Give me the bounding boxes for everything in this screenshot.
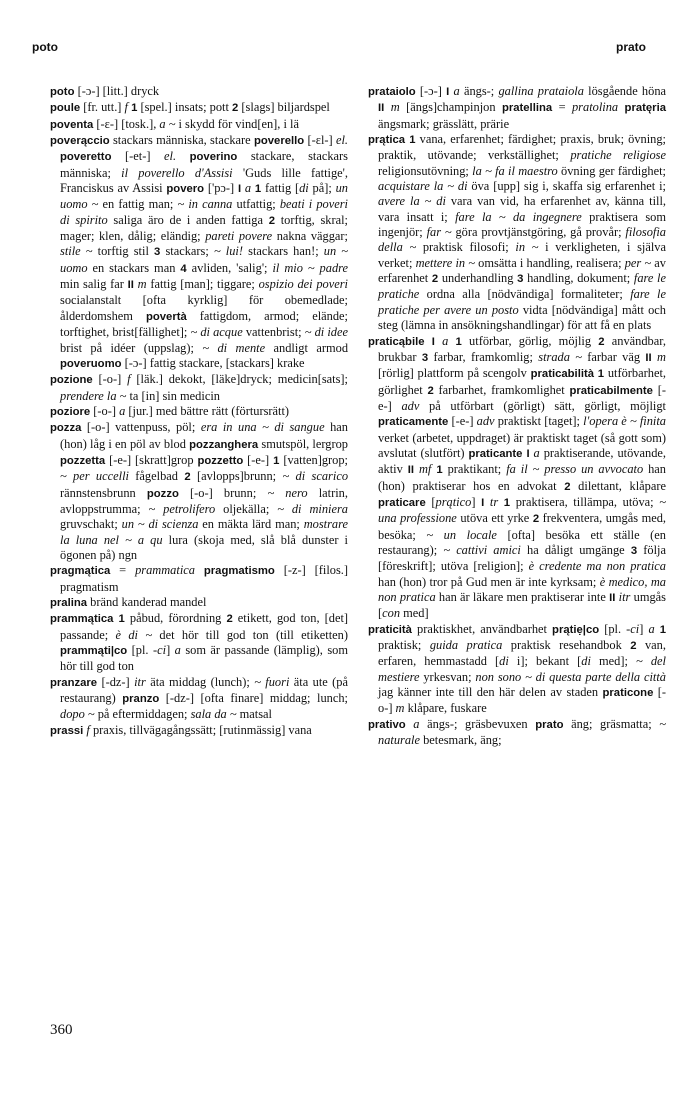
dictionary-entry: poventa [-ɛ-] [tosk.], a ~ i skydd för vind[en], i lä: [50, 116, 299, 131]
dictionary-entry: poule [fr. utt.] f 1 [spel.] insats; pott 2 [slags] biljardspel: [50, 100, 330, 115]
page-number: 360: [50, 1022, 73, 1038]
right-column: [368, 84, 666, 748]
dictionary-entry: prammątica 1 påbud, förordning 2 etikett, god ton, [det] passande; è di ~ det hör till god ton (till etiketten) prammąti|co [pl. -ci] a som är passande (lämplig), som hör till god ton: [50, 611, 349, 674]
running-head-right: prato: [616, 40, 646, 54]
dictionary-entry: pozza [-o-] vattenpuss, pöl; era in una ~ di sangue han (hon) låg i en pöl av blod pozzanghera smutspöl, lergrop pozzetta [-e-] [skratt]grop pozzetto [-e-] 1 [vatten]grop; ~ per uccelli fågelbad 2 [avlopps]brunn; ~ di scarico rännstensbrunn pozzo [-o-] brunn; ~ nero latrin, avloppstrumma; ~ petrolifero oljekälla; ~ di miniera gruvschakt; un ~ di scienza en mäkta lärd man; mostrare la luna nel ~ a qu lura (skoja med, slå blå dunster i ögonen på) ngn: [50, 420, 349, 562]
dictionary-entry: pozione [-o-] f [läk.] dekokt, [läke]dryck; medicin[sats]; prendere la ~ ta [in] sin medicin: [50, 372, 348, 403]
dictionary-entry: prątica 1 vana, erfarenhet; färdighet; praxis, bruk; övning; praktik, utövande; verkställighet; pratiche religiose religionsutövning; la ~ fa il maestro övning ger färdighet; acquistare la ~ di öva [upp] sig i, skaffa sig erfarenhet i; avere la ~ di vara van vid, ha erfarenhet av, känna till, vara insatt i; fare la ~ da ingegnere praktisera som ingenjör; far ~ göra provtjänstgöring, gå provår; filosofia della ~ praktisk filosofi; in ~ i verkligheten, i själva verket; mettere in ~ omsätta i handling, realisera; per ~ av erfarenhet 2 underhandling 3 handling, dokument; fare le pratiche ordna alla [nödvändiga] formaliteter; fare le pratiche per avere un posto vidta [nödvändiga] mått och steg (lämna in ansökningshandlingar) för att få en plats: [368, 132, 667, 333]
dictionary-entry: prativo a ängs-; gräsbevuxen prato äng; gräsmatta; ~ naturale betesmark, äng;: [368, 716, 666, 748]
dictionary-entry: poto [-ɔ-] [litt.] dryck: [50, 84, 160, 98]
running-head-left: poto: [32, 40, 58, 54]
left-column: [50, 84, 348, 739]
dictionary-entry: poziore [-o-] a [jur.] med bättre rätt (förtursrätt): [50, 403, 290, 418]
dictionary-entry: pralina bränd kanderad mandel: [50, 595, 207, 609]
dictionary-entry: praticità praktiskhet, användbarhet prątiẹ|co [pl. -ci] a 1 praktisk; guida pratica praktisk resehandbok 2 van, erfaren, hemmastadd [di i]; bekant [di med]; ~ del mestiere yrkesvan; non sono ~ di questa parte della città jag känner inte till den här delen av staden praticone [-o-] m klåpare, fuskare: [368, 621, 667, 716]
dictionary-entry: praticąbile I a 1 utförbar, görlig, möjlig 2 användbar, brukbar 3 farbar, framkomlig; strada ~ farbar väg II m [rörlig] plattform på scengolv praticabilità 1 utförbarhet, görlighet 2 farbarhet, framkomlighet praticabilmente [-e-] adv på utförbart (görligt) sätt, görligt, möjligt praticamente [-e-] adv praktiskt [taget]; l'opera è ~ finita verket (arbetet, uppdraget) är praktiskt taget (så gott som) avslutat (slutfört) praticante I a praktiserande, utövande, aktiv II mf 1 praktikant; fa il ~ presso un avvocato han (hon) praktiserar hos en advokat 2 dilettant, klåpare praticare [prątico] I tr 1 praktisera, tillämpa, utöva; ~ una professione utöva ett yrke 2 frekventera, umgås med, besöka; ~ un locale [ofta] besöka ett ställe (en restaurang); ~ cattivi amici ha dåligt umgänge 3 följa [föreskrift]; utöva [religion]; è credente ma non pratica han (hon) tror på Gud men är inte kyrksam; è medico, ma non pratica han är läkare men praktiserar inte II itr umgås [con med]: [368, 333, 667, 621]
dictionary-entry: pragmątica = prammatica pragmatismo [-z-] [filos.] pragmatism: [50, 563, 348, 594]
dictionary-entry: poverąccio stackars människa, stackare poverello [-ɛl-] el. poveretto [-et-] el. poverino stackare, stackars människa; il poverello d'Assisi 'Guds lille fattige', Franciskus av Assisi povero ['pɔ-] I a 1 fattig [di på]; un uomo ~ en fattig man; ~ in canna utfattig; beati i poveri di spirito saliga äro de i anden fattiga 2 torftig, skral; mager; klen, dålig; eländig; pareti povere nakna väggar; stile ~ torftig stil 3 stackars; ~ lui! stackars han!; un ~ uomo en stackars man 4 avliden, 'salig'; il mio ~ padre min salig far II m fattig [man]; tiggare; ospizio dei poveri socialanstalt [ofta kyrklig] för obemedlade; ålderdomshem povertà fattigdom, armod; elände; torftighet, brist[fällighet]; ~ di acque vattenbrist; ~ di idee brist på idéer (uppslag); ~ di mente andligt armod poveruomo [-ɔ-] fattig stackare, [stackars] krake: [50, 133, 349, 370]
dictionary-entry: prataiolo [-ɔ-] I a ängs-; gallina prataiola lösgående höna II m [ängs]champinjon pratellina = pratolina pratęria ängsmark; grässlätt, prärie: [368, 84, 667, 131]
dictionary-entry: prassi f praxis, tillvägagångssätt; [rutinmässig] vana: [50, 722, 312, 737]
dictionary-entry: pranzare [-dz-] itr äta middag (lunch); ~ fuori äta ute (på restaurang) pranzo [-dz-] [ofta finare] middag; lunch; dopo ~ på eftermiddagen; sala da ~ matsal: [50, 674, 348, 722]
